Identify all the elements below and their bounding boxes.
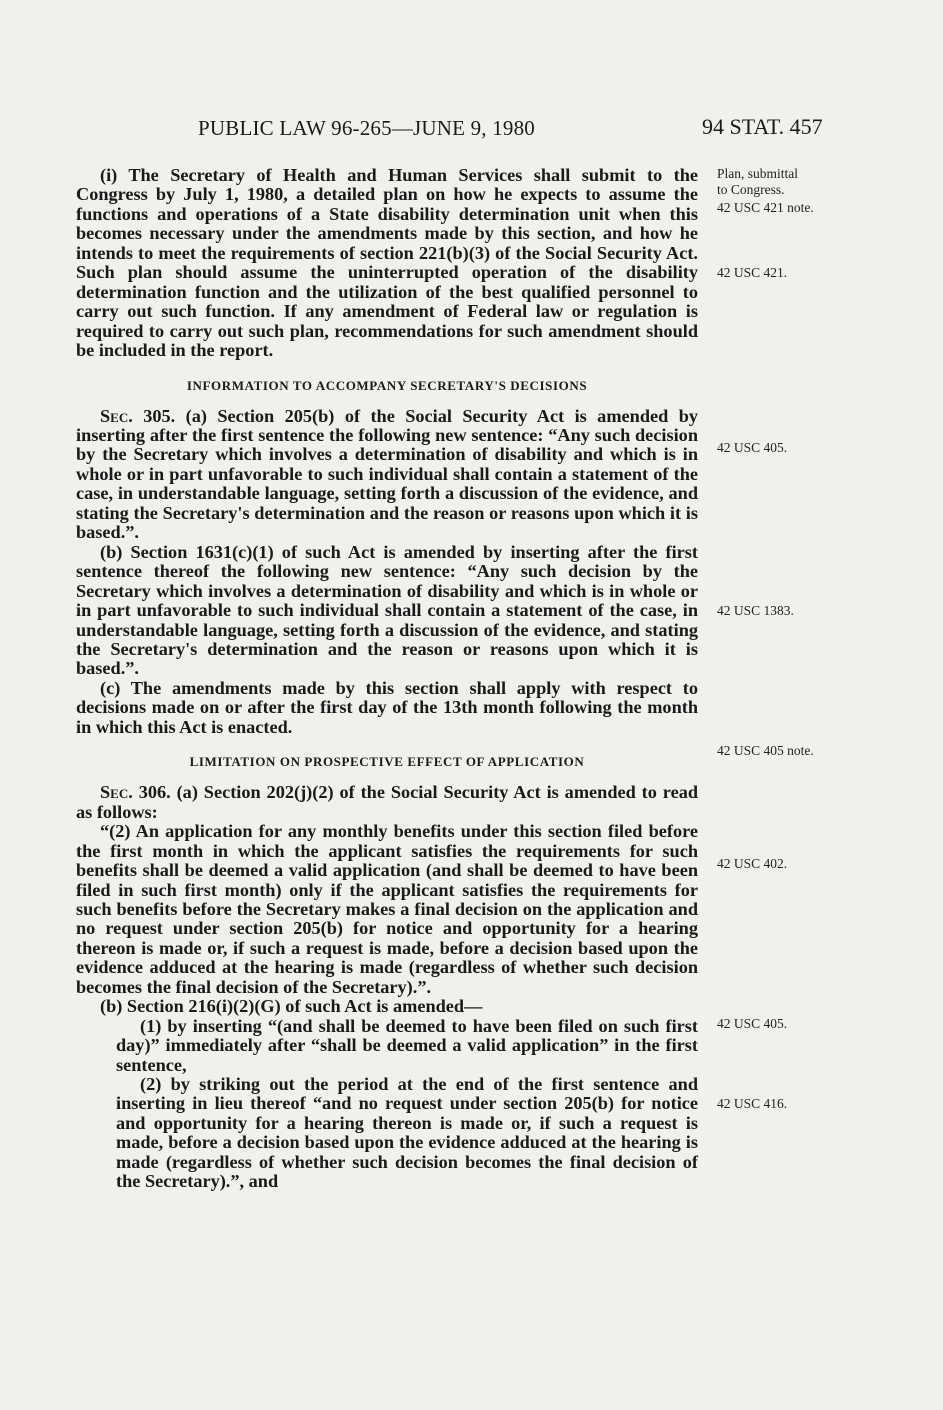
margin-note-42-usc-405-b: 42 USC 405. (717, 1016, 788, 1031)
margin-note-42-usc-421: 42 USC 421. (717, 265, 788, 280)
section-306-a-text: 306. (a) Section 202(j)(2) of the Social Security Act is amended to read as follows: (76, 782, 699, 822)
paragraph-i: (i) The Secretary of Health and Human Services shall submit to the Congress by July 1, 1980, a detailed plan on how he expects to assume the functions and operations of a State disability determination unit when this becomes necessary under the amendments made by this section, and how he intends to meet the requirements of section 221(b)(3) of the Social Security Act. Such plan should assume the uninterrupted operation of the disability determination function and the utilization of the best qualified personnel to carry out such function. If any amendment of Federal law or regulation is required to carry out such plan, recommendations for such amendment should be included in the report. (76, 165, 698, 361)
page-header-stat: 94 STAT. 457 (702, 114, 823, 139)
margin-note-42-usc-1383: 42 USC 1383. (717, 603, 794, 618)
margin-note-42-usc-405-note: 42 USC 405 note. (717, 743, 814, 758)
margin-note-42-usc-405: 42 USC 405. (717, 440, 788, 455)
margin-note-42-usc-416: 42 USC 416. (717, 1096, 788, 1111)
section-heading-305: INFORMATION TO ACCOMPANY SECRETARY'S DECISIONS (186, 377, 588, 393)
section-305-c: (c) The amendments made by this section shall apply with respect to decisions made on or after the first day of the 13th month following the month in which this Act is enacted. (76, 677, 698, 737)
section-305-b: (b) Section 1631(c)(1) of such Act is amended by inserting after the first sentence thereof the following new sentence: “Any such decision by the Secretary which involves a determination of disability and which is in whole or in part unfavorable to such individual shall contain a statement of the case, in understandable language, setting forth a discussion of the evidence, and stating the Secretary's determination and the reason or reasons upon which it is based.”. (76, 541, 698, 679)
section-306-b1: (1) by inserting “(and shall be deemed to have been filed on such first day)” immediately after “shall be deemed a valid application” in the first sentence, (116, 1015, 698, 1075)
section-heading-306: LIMITATION ON PROSPECTIVE EFFECT OF APPLICATION (189, 754, 585, 770)
section-306-b: (b) Section 216(i)(2)(G) of such Act is amended— (100, 996, 483, 1017)
margin-note-plan-2: to Congress. (717, 182, 785, 197)
section-305-a-text: 305. (a) Section 205(b) of the Social Security Act is amended by inserting after the first sentence the following new sentence: “Any such decision by the Secretary which involves a determination of disability and which is in whole or in part unfavorable to such individual shall contain a statement of the case, in understandable language, setting forth a discussion of the evidence, and stating the Secretary's determination and the reason or reasons upon which it is based.”. (76, 405, 698, 543)
section-305-a (76, 407, 698, 543)
margin-note-plan: Plan, submittal (717, 166, 798, 181)
page-header-title: PUBLIC LAW 96-265—JUNE 9, 1980 (198, 116, 536, 140)
body-text (76, 166, 698, 1192)
margin-note-42-usc-421-note: 42 USC 421 note. (717, 200, 814, 215)
section-label: Sec. (100, 405, 133, 426)
section-label: Sec. (100, 782, 133, 803)
section-306-quote: “(2) An application for any monthly benefits under this section filed before the first month in which the applicant satisfies the requirements for such benefits shall be deemed a valid application (and shall be deemed to have been filed in such first month) only if the applicant satisfies the requirements for such benefits before the Secretary makes a final decision on the application and no request under section 205(b) for notice and opportunity for a hearing thereon is made or, if such a request is made, before a decision based upon the evidence adduced at the hearing is made (regardless of whether such decision becomes the final decision of the Secretary).”. (76, 821, 698, 997)
margin-note-42-usc-402: 42 USC 402. (717, 856, 788, 871)
section-306-b2: (2) by striking out the period at the end of the first sentence and inserting in lieu thereof “and no request under section 205(b) for notice and opportunity for a hearing thereon is made or, if such a request is made, before a decision based upon the evidence adduced at the hearing is made (regardless of whether such decision becomes the final decision of the Secretary).”, and (116, 1074, 698, 1192)
section-306-a (76, 783, 698, 822)
